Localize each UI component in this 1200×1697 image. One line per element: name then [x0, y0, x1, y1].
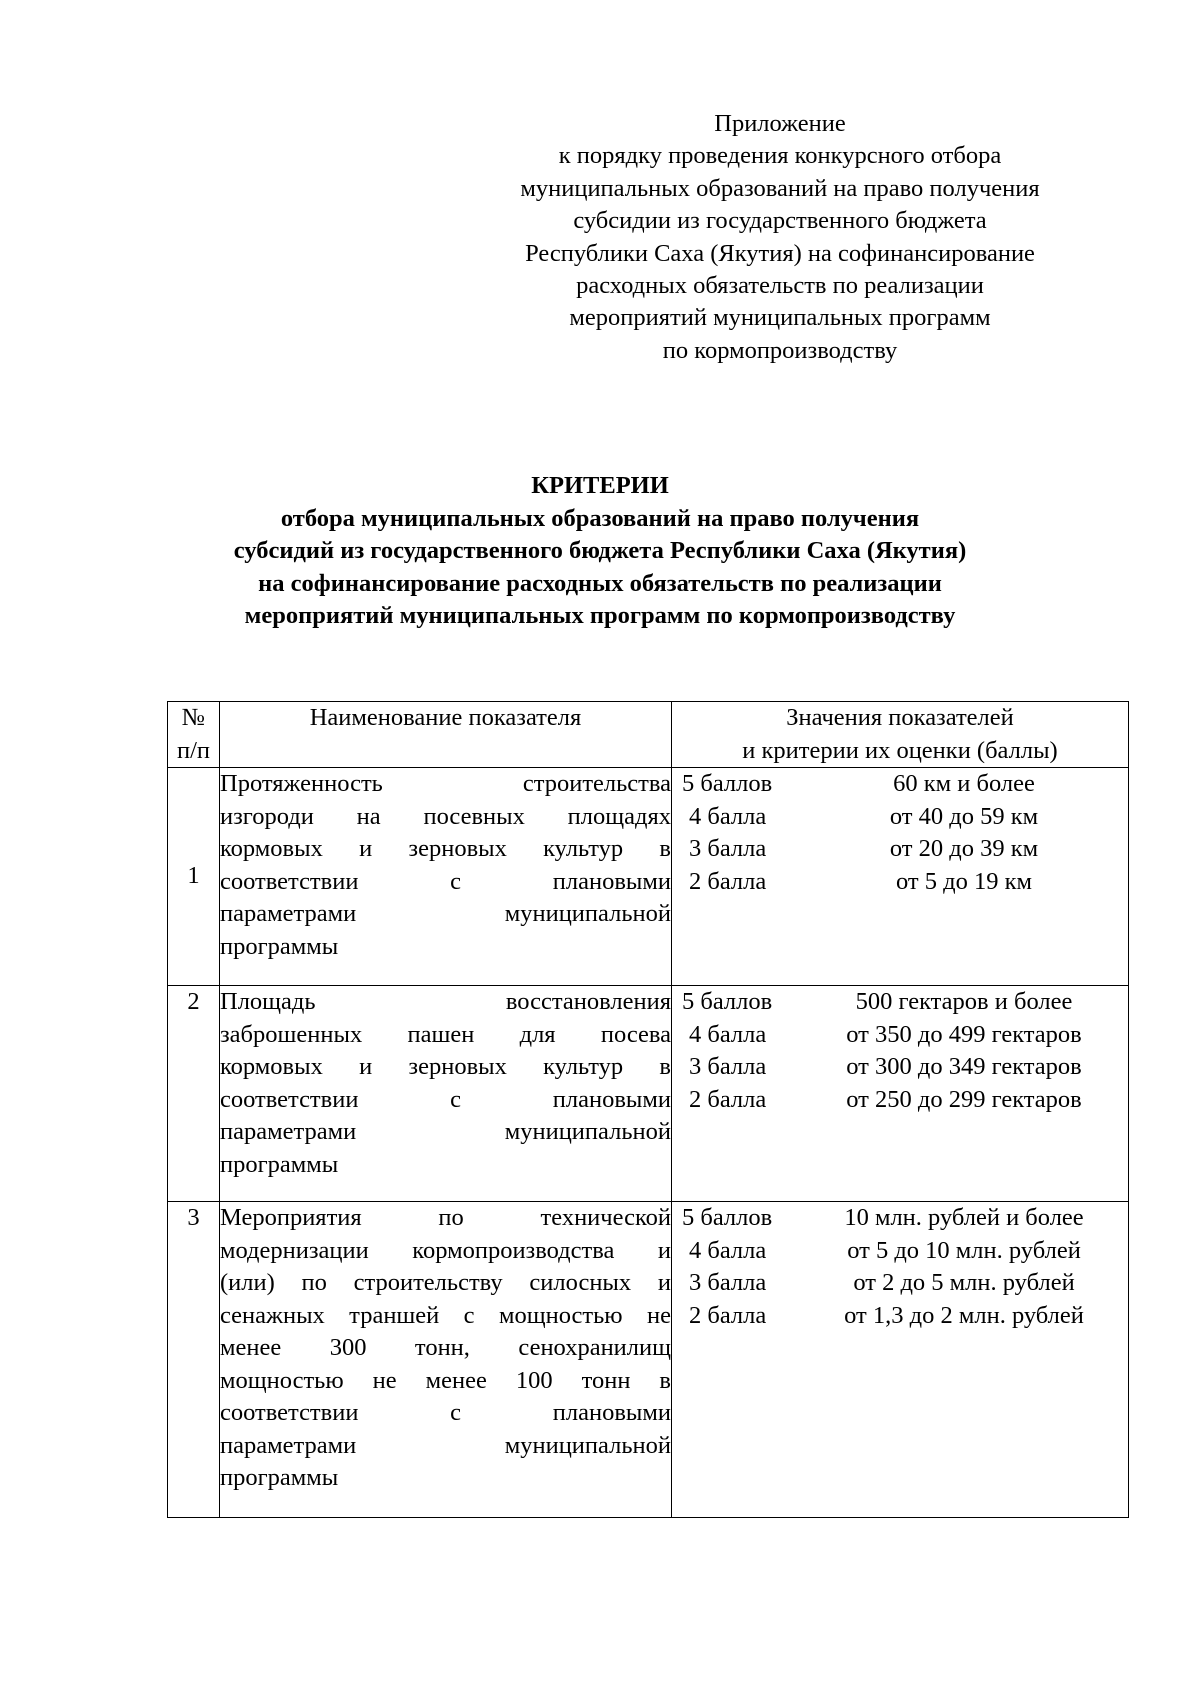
- table-row: [168, 768, 1129, 986]
- score: 3 балла: [689, 1053, 767, 1080]
- range: от 5 до 19 км: [895, 867, 1032, 895]
- range: от 300 до 349 гектаров: [846, 1053, 1082, 1080]
- criterion-line: [672, 1084, 1128, 1117]
- score: 3 балла: [689, 1269, 767, 1296]
- range: от 250 до 299 гектаров: [846, 1085, 1082, 1113]
- range: от 350 до 499 гектаров: [846, 1020, 1082, 1048]
- row-number: 3: [168, 1202, 220, 1518]
- score: 5 баллов: [682, 770, 773, 797]
- header-indicator-name: Наименование показателя: [220, 702, 672, 768]
- criterion-line: [672, 986, 1128, 1019]
- score: 3 балла: [689, 835, 767, 862]
- indicator-name: Протяженность строительства изгороди на посевных площадях кормовых и зерновых культур в соответствии с плановыми параметрами муниципальной программы: [220, 768, 672, 986]
- score: 5 баллов: [682, 1204, 773, 1231]
- criterion-line: [672, 1202, 1128, 1235]
- row-number: 2: [168, 986, 220, 1202]
- header-values: Значения показателей и критерии их оценки (баллы): [672, 702, 1129, 768]
- appendix-line: к порядку проведения конкурсного отбора: [558, 142, 1002, 170]
- title-line: отбора муниципальных образований на право получения: [280, 504, 920, 532]
- title-line: субсидий из государственного бюджета Республики Саха (Якутия): [233, 537, 967, 564]
- criterion-line: [672, 866, 1128, 899]
- table-row: [168, 1202, 1129, 1518]
- range: от 5 до 10 млн. рублей: [847, 1236, 1081, 1264]
- criteria-table: [167, 701, 1129, 1518]
- criterion-line: [672, 1019, 1128, 1052]
- document-title: [150, 470, 1050, 633]
- range: 500 гектаров и более: [855, 988, 1073, 1015]
- appendix-line: субсидии из государственного бюджета: [573, 207, 987, 235]
- criterion-line: [672, 833, 1128, 866]
- appendix-line: Республики Саха (Якутия) на софинансирование: [525, 239, 1035, 267]
- range: от 2 до 5 млн. рублей: [853, 1269, 1075, 1296]
- appendix-block: [480, 108, 1080, 367]
- indicator-name: Площадь восстановления заброшенных пашен для посева кормовых и зерновых культур в соответствии с плановыми параметрами муниципальной программы: [220, 986, 672, 1202]
- criterion-line: [672, 1235, 1128, 1268]
- appendix-line: муниципальных образований на право получения: [520, 174, 1040, 202]
- appendix-line: по кормопроизводству: [662, 336, 898, 364]
- criterion-line: [672, 801, 1128, 834]
- range: от 40 до 59 км: [889, 802, 1039, 830]
- score: 4 балла: [689, 1236, 767, 1264]
- appendix-line: Приложение: [714, 110, 846, 137]
- score: 4 балла: [689, 802, 767, 830]
- criteria-values: [672, 768, 1129, 986]
- indicator-name: Мероприятия по технической модернизации кормопроизводства и (или) по строительству силосных и сенажных траншей с мощностью не менее 300 тонн, сенохранилищ мощностью не менее 100 тонн в соответствии с плановыми параметрами муниципальной программы: [220, 1202, 672, 1518]
- criterion-line: [672, 768, 1128, 801]
- title-line: на софинансирование расходных обязательств по реализации: [258, 569, 942, 597]
- score: 2 балла: [689, 1301, 767, 1329]
- title-heading: КРИТЕРИИ: [531, 472, 669, 499]
- appendix-line: расходных обязательств по реализации: [576, 272, 984, 300]
- score: 2 балла: [689, 1085, 767, 1113]
- criteria-values: [672, 1202, 1129, 1518]
- range: от 20 до 39 км: [889, 835, 1039, 862]
- range: от 1,3 до 2 млн. рублей: [844, 1301, 1084, 1329]
- range: 60 км и более: [893, 770, 1035, 797]
- table-header-row: [168, 702, 1129, 768]
- score: 5 баллов: [682, 988, 773, 1015]
- table-row: [168, 986, 1129, 1202]
- score: 2 балла: [689, 867, 767, 895]
- title-line: мероприятий муниципальных программ по кормопроизводству: [244, 602, 956, 629]
- range: 10 млн. рублей и более: [844, 1204, 1084, 1231]
- criterion-line: [672, 1267, 1128, 1300]
- score: 4 балла: [689, 1020, 767, 1048]
- criterion-line: [672, 1300, 1128, 1333]
- criteria-values: [672, 986, 1129, 1202]
- row-number: 1: [168, 768, 220, 986]
- appendix-line: мероприятий муниципальных программ: [569, 304, 991, 332]
- criterion-line: [672, 1051, 1128, 1084]
- header-number: № п/п: [168, 702, 220, 768]
